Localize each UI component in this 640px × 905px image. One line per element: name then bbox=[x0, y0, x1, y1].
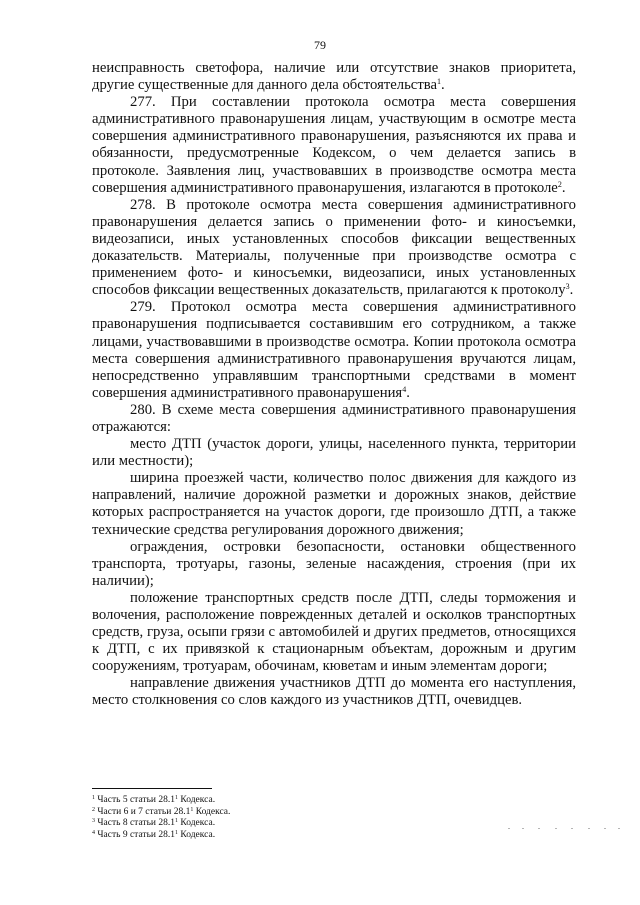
list-item: ограждения, островки безопасности, остановки общественного транспорта, тротуары, газоны, зеленые насаждения, строения (при их наличии); bbox=[92, 538, 576, 589]
list-item: направление движения участников ДТП до момента его наступления, место столкновения со слов каждого из участников ДТП, очевидцев. bbox=[92, 675, 576, 709]
body-text bbox=[92, 60, 576, 710]
footnote: $^2$ Части 6 и 7 статьи 28.1$^1$ Кодекса. bbox=[92, 806, 231, 817]
paragraph-279: 279. Протокол осмотра места совершения административного правонарушения подписывается составившим его сотрудником, а также лицами, участвовавшими в производстве осмотра. Копии протокола осмотра места совершения административного правонарушения вручаются лицам, непосредственно управлявшим транспортными средствами в момент совершения административного правонарушения$^4$. bbox=[92, 299, 576, 401]
page-number: 79 bbox=[314, 38, 326, 52]
footnotes bbox=[92, 788, 392, 841]
paragraph-278: 278. В протоколе осмотра места совершения административного правонарушения делается запись о применении фото- и киносъемки, видеозаписи, иных установленных способов фиксации вещественных доказательств. Материалы, полученные при производстве осмотра с применением фото- и киносъемки, видеозаписи, иных установленных способов фиксации вещественных доказательств, прилагаются к протоколу$^3$. bbox=[92, 196, 576, 299]
paragraph-277: 277. При составлении протокола осмотра места совершения административного правонарушения лицам, участвующим в осмотре места совершения административного правонарушения, разъясняются их права и обязанности, предусмотренные Кодексом, о чем делается запись в протоколе. Заявления лиц, участвовавших в производстве осмотра места совершения административного правонарушения, излагаются в протоколе$^2$. bbox=[92, 94, 576, 196]
footnote-ref: 2 bbox=[557, 179, 562, 189]
list-item: положение транспортных средств после ДТП, следы торможения и волочения, расположение поврежденных деталей и осколков транспортных средств, груза, осыпи грязи с автомобилей и других предметов, относящихся к ДТП, с их привязкой к стационарным объектам, дорожным и другим сооружениям, тротуарам, обочинам, кюветам и иным элементам дороги; bbox=[92, 589, 576, 675]
footnote-divider bbox=[92, 788, 212, 789]
paragraph-continuation: неисправность светофора, наличие или отсутствие знаков приоритета, другие существенные для данного дела обстоятельства$^1$. bbox=[92, 60, 576, 94]
footnote-ref: 4 bbox=[402, 384, 407, 394]
footnote: $^4$ Часть 9 статьи 28.1$^1$ Кодекса. bbox=[92, 829, 216, 840]
paragraph-280: 280. В схеме места совершения административного правонарушения отражаются: bbox=[92, 401, 576, 435]
footnote-ref: 3 bbox=[565, 282, 570, 292]
list-item: ширина проезжей части, количество полос движения для каждого из направлений, наличие дорожной разметки и дорожных знаков, действие которых распространяется на участок дороги, где произошло ДТП, а также технические средства регулирования дорожного движения; bbox=[92, 470, 576, 538]
list-item: место ДТП (участок дороги, улицы, населенного пункта, территории или местности); bbox=[92, 436, 576, 470]
footnote-ref: 1 bbox=[437, 77, 442, 87]
footnote: $^1$ Часть 5 статьи 28.1$^1$ Кодекса. bbox=[92, 795, 216, 805]
scan-artifact bbox=[508, 828, 628, 834]
footnote: $^3$ Часть 8 статьи 28.1$^1$ Кодекса. bbox=[92, 818, 216, 828]
